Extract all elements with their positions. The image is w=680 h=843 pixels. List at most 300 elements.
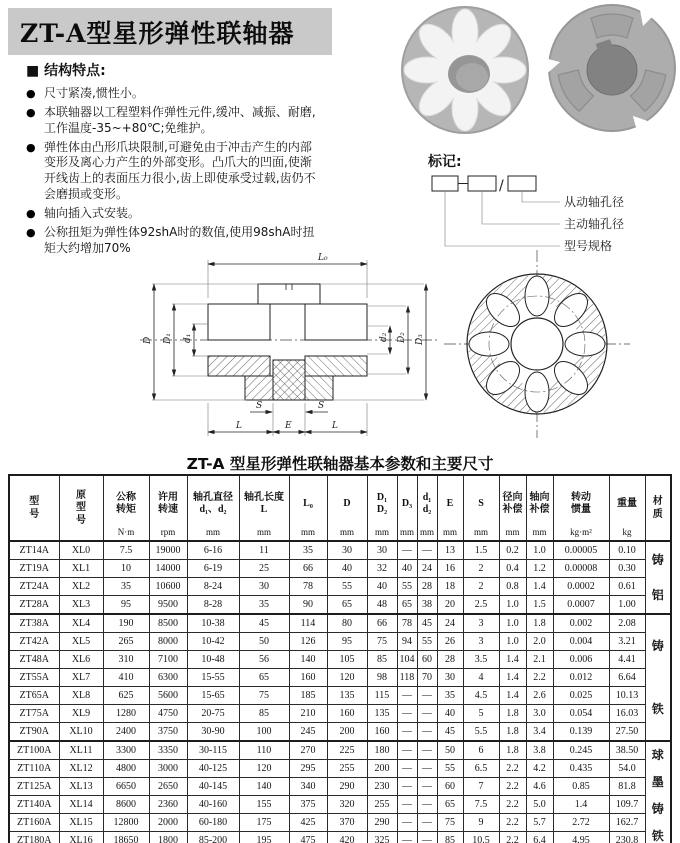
table-cell: 140 xyxy=(289,651,327,669)
column-header: S mm xyxy=(463,475,499,541)
table-cell: — xyxy=(397,760,417,778)
table-cell: 4.2 xyxy=(526,760,553,778)
table-cell: 48 xyxy=(367,596,397,615)
table-cell: 140 xyxy=(239,778,289,796)
column-header: 轴向 补偿 mm xyxy=(526,475,553,541)
table-cell: 85 xyxy=(437,832,463,843)
table-cell: 18650 xyxy=(103,832,149,843)
table-cell: 245 xyxy=(289,723,327,742)
table-cell: 3 xyxy=(463,614,499,633)
column-header: 转动 惯量 kg·m² xyxy=(553,475,609,541)
table-cell: 290 xyxy=(327,778,367,796)
column-header: 许用 转速 rpm xyxy=(149,475,187,541)
table-cell: XL11 xyxy=(59,741,103,760)
table-cell: 65 xyxy=(239,669,289,687)
dim-gap-group xyxy=(250,401,328,412)
table-cell: 10 xyxy=(103,560,149,578)
spec-table-header-row xyxy=(9,475,671,541)
marking-boxes xyxy=(432,176,536,191)
table-cell: 0.2 xyxy=(499,541,526,560)
table-cell: 370 xyxy=(327,814,367,832)
table-cell: 109.7 xyxy=(609,796,645,814)
table-cell: — xyxy=(397,705,417,723)
spec-table xyxy=(8,474,672,843)
table-cell: 6650 xyxy=(103,778,149,796)
table-cell: 325 xyxy=(367,832,397,843)
table-cell: — xyxy=(397,778,417,796)
table-cell: 40-125 xyxy=(187,760,239,778)
table-cell: 55 xyxy=(417,633,437,651)
table-cell: 32 xyxy=(367,560,397,578)
table-cell: 6.64 xyxy=(609,669,645,687)
table-cell: 265 xyxy=(103,633,149,651)
table-cell: 18 xyxy=(437,578,463,596)
table-cell: 2.6 xyxy=(526,687,553,705)
table-cell: XL4 xyxy=(59,614,103,633)
table-cell: 195 xyxy=(239,832,289,843)
table-cell: 65 xyxy=(437,796,463,814)
marking-leader-lines xyxy=(445,191,560,246)
bullet-icon: ● xyxy=(26,206,36,220)
feature-item xyxy=(26,105,382,137)
marking-slash: / xyxy=(499,178,504,194)
table-cell: ZT14A xyxy=(9,541,59,560)
table-cell: 10600 xyxy=(149,578,187,596)
column-header: 原 型 号 xyxy=(59,475,103,541)
table-cell: ZT28A xyxy=(9,596,59,615)
product-photo-star-element xyxy=(393,4,541,136)
page-title: ZT-A型星形弹性联轴器 xyxy=(20,18,295,48)
table-cell: 1.2 xyxy=(526,560,553,578)
table-cell: 375 xyxy=(289,796,327,814)
table-cell: 35 xyxy=(289,541,327,560)
feature-text: 尺寸紧凑,惯性小。 xyxy=(44,86,144,100)
table-cell: 2.1 xyxy=(526,651,553,669)
lower-section xyxy=(208,356,367,400)
marking-callout: 从动轴孔径 xyxy=(564,195,625,209)
star-front-view xyxy=(452,258,622,430)
table-cell: 6 xyxy=(463,741,499,760)
table-cell: 8-28 xyxy=(187,596,239,615)
table-row xyxy=(9,832,671,843)
table-cell: ZT55A xyxy=(9,669,59,687)
table-cell: XL0 xyxy=(59,541,103,560)
table-cell: 65 xyxy=(327,596,367,615)
table-cell: 135 xyxy=(327,687,367,705)
bullet-icon: ● xyxy=(26,87,36,100)
table-cell: 160 xyxy=(289,669,327,687)
table-cell: 425 xyxy=(289,814,327,832)
table-cell: 4.6 xyxy=(526,778,553,796)
table-cell: 10.13 xyxy=(609,687,645,705)
table-cell: 20-75 xyxy=(187,705,239,723)
table-cell: 115 xyxy=(367,687,397,705)
table-cell: 0.4 xyxy=(499,560,526,578)
table-cell: 290 xyxy=(367,814,397,832)
table-cell: 7.5 xyxy=(103,541,149,560)
table-cell: 4 xyxy=(463,669,499,687)
table-cell: 5.5 xyxy=(463,723,499,742)
table-cell: 1.5 xyxy=(463,541,499,560)
table-cell: 120 xyxy=(327,669,367,687)
table-cell: 28 xyxy=(417,578,437,596)
table-cell: 3000 xyxy=(149,760,187,778)
table-cell: 2.2 xyxy=(499,814,526,832)
table-cell: 135 xyxy=(367,705,397,723)
spec-table-body xyxy=(9,541,671,843)
column-header: 型 号 xyxy=(9,475,59,541)
feature-text: 弹性体由凸形爪块限制,可避免由于冲击产生的内部变形及离心力产生的外部变形。凸爪大的凹面,使渐开线齿上的表面压力很小,齿上即使承受过载,齿仍不会磨损或变形。 xyxy=(44,139,316,202)
table-cell: 0.61 xyxy=(609,578,645,596)
bullet-icon: ● xyxy=(26,225,36,239)
table-cell: 1.0 xyxy=(499,614,526,633)
table-cell: 0.435 xyxy=(553,760,609,778)
table-cell: 1.8 xyxy=(499,723,526,742)
table-cell: 1800 xyxy=(149,832,187,843)
spec-table-head xyxy=(9,475,671,541)
table-row xyxy=(9,687,671,705)
table-cell: 2.2 xyxy=(499,760,526,778)
table-cell: 0.054 xyxy=(553,705,609,723)
table-cell: 12800 xyxy=(103,814,149,832)
table-cell: 1.4 xyxy=(499,687,526,705)
table-cell: 45 xyxy=(437,723,463,742)
table-cell: ZT140A xyxy=(9,796,59,814)
table-cell: — xyxy=(417,723,437,742)
table-cell: ZT110A xyxy=(9,760,59,778)
table-cell: 1.8 xyxy=(499,705,526,723)
table-cell: 60-180 xyxy=(187,814,239,832)
table-cell: 3350 xyxy=(149,741,187,760)
table-cell: 85 xyxy=(239,705,289,723)
table-cell: 40 xyxy=(397,560,417,578)
table-cell: 4750 xyxy=(149,705,187,723)
table-cell: 105 xyxy=(327,651,367,669)
table-cell: 160 xyxy=(327,705,367,723)
table-cell: 2400 xyxy=(103,723,149,742)
table-cell: ZT19A xyxy=(9,560,59,578)
table-cell: 110 xyxy=(239,741,289,760)
table-cell: 8-24 xyxy=(187,578,239,596)
table-cell: 16 xyxy=(437,560,463,578)
table-cell: 155 xyxy=(239,796,289,814)
table-cell: 180 xyxy=(367,741,397,760)
table-cell: — xyxy=(417,832,437,843)
table-cell: 81.8 xyxy=(609,778,645,796)
table-cell: 118 xyxy=(397,669,417,687)
dim-right-group xyxy=(320,284,426,400)
table-cell: — xyxy=(417,796,437,814)
table-cell: 14000 xyxy=(149,560,187,578)
table-cell: 26 xyxy=(437,633,463,651)
table-cell: 5.7 xyxy=(526,814,553,832)
table-row xyxy=(9,633,671,651)
product-photo-hub xyxy=(544,2,680,135)
dim-label: D xyxy=(143,336,153,344)
table-cell: 8000 xyxy=(149,633,187,651)
table-cell: — xyxy=(417,687,437,705)
table-cell: 625 xyxy=(103,687,149,705)
table-cell: 114 xyxy=(289,614,327,633)
table-cell: 420 xyxy=(327,832,367,843)
table-cell: 1.8 xyxy=(499,741,526,760)
table-cell: — xyxy=(417,741,437,760)
table-cell: 55 xyxy=(437,760,463,778)
column-header: D₃ mm xyxy=(397,475,417,541)
table-cell: 4.41 xyxy=(609,651,645,669)
table-cell: 1.5 xyxy=(526,596,553,615)
table-cell: 10.5 xyxy=(463,832,499,843)
column-header: 公称 转矩 N·m xyxy=(103,475,149,541)
table-cell: 15-65 xyxy=(187,687,239,705)
table-cell: 2.2 xyxy=(499,796,526,814)
table-cell: 30-90 xyxy=(187,723,239,742)
table-cell: 0.245 xyxy=(553,741,609,760)
table-row xyxy=(9,796,671,814)
table-cell: 35 xyxy=(103,578,149,596)
table-row xyxy=(9,705,671,723)
table-cell: 8600 xyxy=(103,796,149,814)
table-cell: 25 xyxy=(239,560,289,578)
table-cell: ZT38A xyxy=(9,614,59,633)
table-cell: — xyxy=(397,832,417,843)
table-cell: XL2 xyxy=(59,578,103,596)
table-cell: 5.0 xyxy=(526,796,553,814)
features-heading: ■ 结构特点: xyxy=(26,63,106,79)
table-cell: 0.8 xyxy=(499,578,526,596)
table-cell: 0.139 xyxy=(553,723,609,742)
table-cell: 20 xyxy=(437,596,463,615)
table-cell: 160 xyxy=(367,723,397,742)
bullet-icon: ● xyxy=(26,106,36,119)
dim-label: E xyxy=(285,421,292,431)
table-cell: 6.5 xyxy=(463,760,499,778)
table-cell: 0.10 xyxy=(609,541,645,560)
column-header: E mm xyxy=(437,475,463,541)
table-cell: 98 xyxy=(367,669,397,687)
page-title-banner xyxy=(8,8,332,55)
table-cell: 65 xyxy=(397,596,417,615)
table-cell: XL9 xyxy=(59,705,103,723)
table-cell: 3.21 xyxy=(609,633,645,651)
table-cell: 24 xyxy=(437,614,463,633)
table-cell: 85-200 xyxy=(187,832,239,843)
feature-item xyxy=(26,86,382,102)
table-row xyxy=(9,741,671,760)
table-cell: 30 xyxy=(367,541,397,560)
table-cell: 5 xyxy=(463,705,499,723)
table-cell: — xyxy=(417,760,437,778)
bore-circle xyxy=(511,318,563,370)
table-cell: 255 xyxy=(327,760,367,778)
column-header: L₀ mm xyxy=(289,475,327,541)
table-cell: XL1 xyxy=(59,560,103,578)
table-cell: 0.00008 xyxy=(553,560,609,578)
table-cell: 0.012 xyxy=(553,669,609,687)
table-cell: 270 xyxy=(289,741,327,760)
table-row xyxy=(9,578,671,596)
table-cell: 1.4 xyxy=(499,669,526,687)
table-cell: 1.0 xyxy=(499,596,526,615)
marking-diagram xyxy=(420,150,678,260)
table-cell: 15-55 xyxy=(187,669,239,687)
column-header: 重量 kg xyxy=(609,475,645,541)
table-cell: ZT90A xyxy=(9,723,59,742)
table-cell: 3.4 xyxy=(526,723,553,742)
table-cell: 95 xyxy=(103,596,149,615)
column-header: 径向 补偿 mm xyxy=(499,475,526,541)
table-cell: 45 xyxy=(239,614,289,633)
table-cell: ZT180A xyxy=(9,832,59,843)
table-cell: — xyxy=(397,541,417,560)
features-list xyxy=(26,86,382,257)
cross-section-drawing xyxy=(140,248,440,460)
table-cell: 4800 xyxy=(103,760,149,778)
table-cell: 11 xyxy=(239,541,289,560)
table-cell: 1.4 xyxy=(526,578,553,596)
column-header: 材 质 xyxy=(645,475,671,541)
table-cell: 78 xyxy=(289,578,327,596)
table-cell: 2.2 xyxy=(499,832,526,843)
table-cell: 0.85 xyxy=(553,778,609,796)
table-cell: 210 xyxy=(289,705,327,723)
table-cell: 50 xyxy=(239,633,289,651)
table-cell: 2.2 xyxy=(526,669,553,687)
table-cell: — xyxy=(397,687,417,705)
table-cell: 75 xyxy=(239,687,289,705)
table-cell: 56 xyxy=(239,651,289,669)
table-cell: ZT125A xyxy=(9,778,59,796)
table-cell: 30-115 xyxy=(187,741,239,760)
table-row xyxy=(9,596,671,615)
table-cell: 19000 xyxy=(149,541,187,560)
material-cell: 铸 铁 xyxy=(645,614,671,741)
table-cell: ZT48A xyxy=(9,651,59,669)
table-cell: ZT65A xyxy=(9,687,59,705)
dim-label: d₂ xyxy=(379,332,389,342)
table-cell: 80 xyxy=(327,614,367,633)
table-cell: 3300 xyxy=(103,741,149,760)
table-cell: 7.5 xyxy=(463,796,499,814)
table-cell: 6-16 xyxy=(187,541,239,560)
table-row xyxy=(9,651,671,669)
feature-text: 轴向插入式安装。 xyxy=(44,205,141,220)
table-cell: 410 xyxy=(103,669,149,687)
table-cell: 100 xyxy=(239,723,289,742)
table-cell: 1.00 xyxy=(609,596,645,615)
table-cell: 78 xyxy=(397,614,417,633)
table-cell: — xyxy=(397,814,417,832)
table-cell: 9 xyxy=(463,814,499,832)
dim-label: S xyxy=(318,401,325,411)
table-cell: XL14 xyxy=(59,796,103,814)
table-cell: 90 xyxy=(289,596,327,615)
table-cell: 0.00005 xyxy=(553,541,609,560)
feature-text: 本联轴器以工程塑料作弹性元件,缓冲、减振、耐磨,工作温度-35~+80℃;免维护。 xyxy=(44,105,316,135)
table-cell: 200 xyxy=(327,723,367,742)
table-row xyxy=(9,814,671,832)
table-cell: 24 xyxy=(417,560,437,578)
table-cell: 10-42 xyxy=(187,633,239,651)
column-header: d₁ d₂ mm xyxy=(417,475,437,541)
table-cell: — xyxy=(397,741,417,760)
table-cell: 7 xyxy=(463,778,499,796)
feature-text: 公称扭矩为弹性体92shA时的数值,使用98shA时扭矩大约增加70% xyxy=(44,224,315,255)
column-header: 轴孔长度 L mm xyxy=(239,475,289,541)
table-cell: ZT24A xyxy=(9,578,59,596)
table-cell: 30 xyxy=(437,669,463,687)
table-cell: 38.50 xyxy=(609,741,645,760)
feature-item xyxy=(26,140,382,203)
table-cell: 3.5 xyxy=(463,651,499,669)
table-cell: 1.8 xyxy=(526,614,553,633)
table-cell: 30 xyxy=(327,541,367,560)
table-cell: 54.0 xyxy=(609,760,645,778)
table-cell: 16.03 xyxy=(609,705,645,723)
table-cell: 6-19 xyxy=(187,560,239,578)
dim-label: D₁ xyxy=(163,333,173,344)
table-row xyxy=(9,560,671,578)
table-cell: 66 xyxy=(367,614,397,633)
table-cell: — xyxy=(417,705,437,723)
table-cell: 320 xyxy=(327,796,367,814)
table-cell: 0.004 xyxy=(553,633,609,651)
table-cell: XL5 xyxy=(59,633,103,651)
dim-label: D₃ xyxy=(415,334,425,345)
table-cell: 0.0007 xyxy=(553,596,609,615)
table-cell: 1.4 xyxy=(499,651,526,669)
table-cell: 70 xyxy=(417,669,437,687)
table-cell: — xyxy=(417,814,437,832)
table-cell: XL7 xyxy=(59,669,103,687)
table-cell: 0.002 xyxy=(553,614,609,633)
table-cell: 55 xyxy=(327,578,367,596)
table-cell: — xyxy=(417,541,437,560)
dim-bottom-group xyxy=(208,403,367,436)
table-cell: 38 xyxy=(417,596,437,615)
dim-label: L xyxy=(236,421,242,431)
table-cell: 126 xyxy=(289,633,327,651)
table-cell: 10-48 xyxy=(187,651,239,669)
table-cell: 35 xyxy=(239,596,289,615)
table-cell: — xyxy=(397,796,417,814)
table-cell: ZT100A xyxy=(9,741,59,760)
table-cell: 1.0 xyxy=(499,633,526,651)
table-cell: 10-38 xyxy=(187,614,239,633)
table-row xyxy=(9,669,671,687)
table-cell: 66 xyxy=(289,560,327,578)
column-header: D₁ D₂ mm xyxy=(367,475,397,541)
table-cell: 40 xyxy=(367,578,397,596)
dim-label: L xyxy=(332,421,338,431)
table-row xyxy=(9,614,671,633)
table-cell: 8500 xyxy=(149,614,187,633)
table-cell: 120 xyxy=(239,760,289,778)
table-cell: ZT160A xyxy=(9,814,59,832)
table-cell: 2.72 xyxy=(553,814,609,832)
dim-label: S xyxy=(256,401,263,411)
table-cell: 94 xyxy=(397,633,417,651)
table-cell: 6.4 xyxy=(526,832,553,843)
table-cell: ZT42A xyxy=(9,633,59,651)
table-cell: 2 xyxy=(463,578,499,596)
table-cell: 185 xyxy=(289,687,327,705)
table-cell: 9500 xyxy=(149,596,187,615)
table-cell: 60 xyxy=(437,778,463,796)
table-cell: XL15 xyxy=(59,814,103,832)
table-cell: 200 xyxy=(367,760,397,778)
table-cell: 230.8 xyxy=(609,832,645,843)
